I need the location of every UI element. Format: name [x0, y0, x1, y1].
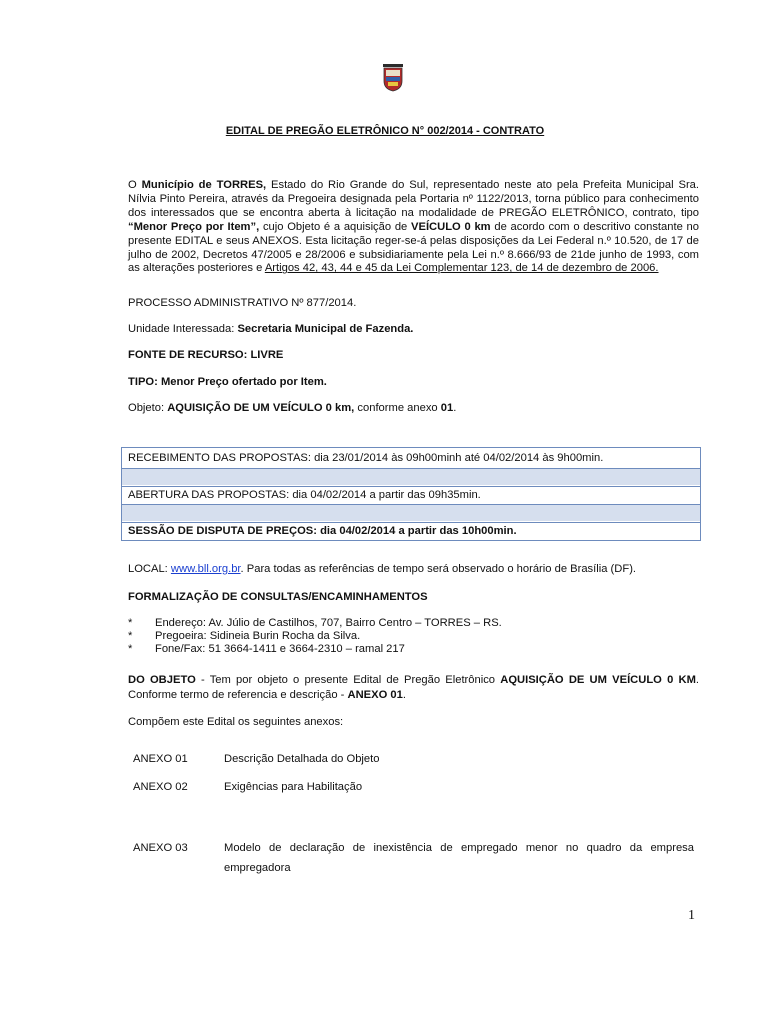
page-number: 1 — [688, 908, 695, 923]
bullet-marker: * — [128, 630, 133, 642]
local-line: LOCAL: www.bll.org.br. Para todas as referências de tempo será observado o horário de Brasília (DF). — [128, 563, 637, 575]
shaded-separator-row — [122, 504, 700, 521]
document-title: EDITAL DE PREGÃO ELETRÔNICO N° 002/2014 - CONTRATO — [225, 125, 545, 137]
municipal-crest-logo — [381, 64, 405, 92]
annex-code: ANEXO 02 — [133, 781, 188, 793]
bll-website-link[interactable]: www.bll.org.br — [170, 563, 241, 575]
processo-line: PROCESSO ADMINISTRATIVO Nº 877/2014. — [128, 297, 357, 309]
formalizacao-heading: FORMALIZAÇÃO DE CONSULTAS/ENCAMINHAMENTOS — [128, 591, 428, 603]
do-objeto-paragraph: DO OBJETO - Tem por objeto o presente Edital de Pregão Eletrônico AQUISIÇÃO DE UM VEÍCULO 0 KM. Conforme termo de referencia e descrição - ANEXO 01. — [128, 674, 699, 701]
compoem-line: Compõem este Edital os seguintes anexos: — [128, 716, 344, 728]
unidade-line: Unidade Interessada: Secretaria Municipal de Fazenda. — [128, 323, 414, 335]
fonte-line: FONTE DE RECURSO: LIVRE — [128, 349, 284, 361]
fone-fax-item: Fone/Fax: 51 3664-1411 e 3664-2310 – ramal 217 — [155, 643, 405, 655]
annex-description: Descrição Detalhada do Objeto — [224, 753, 380, 765]
abertura-row: ABERTURA DAS PROPOSTAS: dia 04/02/2014 a partir das 09h35min. — [122, 486, 700, 503]
tipo-line: TIPO: Menor Preço ofertado por Item. — [128, 376, 327, 388]
annex-description: Exigências para Habilitação — [224, 781, 363, 793]
annex-description: Modelo de declaração de inexistência de empregado menor no quadro da empresa empregadora — [224, 842, 694, 874]
schedule-table — [121, 447, 701, 541]
bullet-marker: * — [128, 643, 133, 655]
objeto-line: Objeto: AQUISIÇÃO DE UM VEÍCULO 0 km, conforme anexo 01. — [128, 402, 457, 414]
intro-paragraph: O Município de TORRES, Estado do Rio Grande do Sul, representado neste ato pela Prefeita Municipal Sra. Nílvia Pinto Pereira, através da Pregoeira designada pela Portaria nº 1122/2013, torna público para conhecimento dos interessados que se encontra aberta à licitação na modalidade de PREGÃO ELETRÔNICO, contrato, tipo “Menor Preço por Item”, cujo Objeto é a aquisição de VEÍCULO 0 km de acordo com o descritivo constante no presente EDITAL e seus ANEXOS. Esta licitação reger-se-á pelas disposições da Lei Federal n.º 10.520, de 17 de julho de 2002, Decretos 47/2005 e 28/2006 e subsidiariamente pela Lei n.º 8.666/93 de 21de junho de 1993, com as alterações posteriores e Artigos 42, 43, 44 e 45 da Lei Complementar 123, de 14 de dezembro de 2006. — [128, 179, 700, 275]
annex-code: ANEXO 01 — [133, 753, 188, 765]
bullet-marker: * — [128, 617, 133, 629]
recebimento-row: RECEBIMENTO DAS PROPOSTAS: dia 23/01/2014 às 09h00minh até 04/02/2014 às 9h00min. — [128, 452, 604, 464]
endereco-item: Endereço: Av. Júlio de Castilhos, 707, Bairro Centro – TORRES – RS. — [155, 617, 502, 629]
sessao-row: SESSÃO DE DISPUTA DE PREÇOS: dia 04/02/2014 a partir das 10h00min. — [122, 522, 700, 539]
annex-code: ANEXO 03 — [133, 842, 188, 854]
pregoeira-item: Pregoeira: Sidineia Burin Rocha da Silva. — [155, 630, 361, 642]
shaded-separator-row — [122, 468, 700, 485]
